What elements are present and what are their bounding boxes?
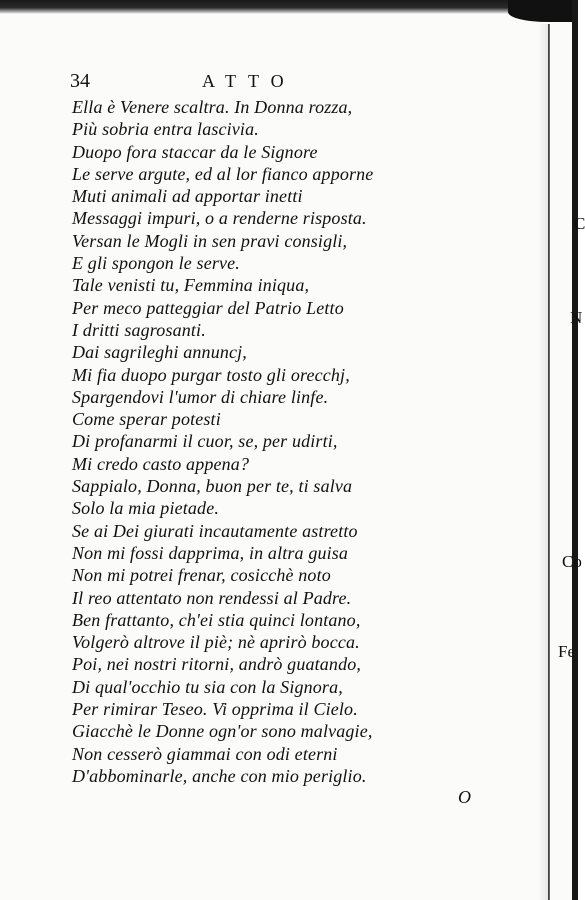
verse-line: Mi credo casto appena?	[72, 453, 250, 474]
verse-line: Solo la mia pietade.	[72, 498, 219, 519]
verse-line: Tale venisti tu, Femmina iniqua,	[72, 275, 310, 296]
verse-line: Muti animali ad apportar inetti	[72, 186, 303, 207]
verse-line: Per meco patteggiar del Patrio Letto	[72, 297, 344, 318]
facing-page-fragment: Co	[562, 552, 582, 571]
verse-line: Sappialo, Donna, buon per te, ti salva	[72, 476, 353, 497]
page-number: 34	[70, 70, 90, 92]
verse-line: I dritti sagrosanti.	[72, 319, 206, 340]
book-gutter-line	[548, 24, 550, 900]
facing-page-fragment: C	[574, 214, 585, 233]
verse-line: Di profanarmi il cuor, se, per udirti,	[72, 431, 338, 452]
verse-line: Il reo attentato non rendessi al Padre.	[72, 587, 352, 608]
verse-line: Come sperar potesti	[72, 409, 221, 430]
verse-line: D'abbominarle, anche con mio periglio.	[72, 765, 367, 786]
gutter-shadow	[538, 24, 548, 900]
verse-text	[72, 96, 412, 787]
facing-page-fragment: N	[570, 308, 583, 327]
verse-line: Mi fia duopo purgar tosto gli orecchj,	[72, 364, 350, 385]
verse-line: Messaggi impuri, o a renderne risposta.	[72, 208, 367, 229]
facing-page-fragment: Fe	[558, 642, 575, 661]
verse-line: Poi, nei nostri ritorni, andrò guatando,	[72, 654, 362, 675]
verse-line: Più sobria entra lascivia.	[72, 119, 259, 140]
verse-line: Le serve argute, ed al lor fianco apporne	[72, 163, 374, 184]
verse-line: Duopo fora staccar da le Signore	[72, 141, 318, 162]
verse-line: Non mi fossi dapprima, in altra guisa	[72, 542, 349, 563]
verse-line: Ella è Venere scaltra. In Donna rozza,	[72, 97, 353, 117]
verse-line: Non cesserò giammai con odi eterni	[72, 743, 338, 764]
verse-line: Per rimirar Teseo. Vi opprima il Cielo.	[72, 699, 358, 720]
verse-line: Di qual'occhio tu sia con la Signora,	[72, 676, 343, 697]
verse-line: Giacchè le Donne ogn'or sono malvagie,	[72, 721, 373, 742]
running-head: ATTO	[202, 71, 296, 91]
verse-line: E gli spongon le serve.	[72, 253, 240, 274]
verse-line: Ben frattanto, ch'ei stia quinci lontano,	[72, 609, 361, 630]
verse-line: Volgerò altrove il piè; nè aprirò bocca.	[72, 632, 360, 653]
verse-line: Se ai Dei giurati incautamente astretto	[72, 520, 358, 541]
page-top-shadow	[0, 0, 578, 14]
verse-line: Dai sagrileghi annuncj,	[72, 342, 247, 363]
verse-line: Non mi potrei frenar, cosicchè noto	[72, 565, 331, 586]
catchword: O	[458, 787, 471, 807]
page-header	[70, 70, 410, 92]
facing-page-edge	[556, 0, 585, 900]
verse-line: Spargendovi l'umor di chiare linfe.	[72, 386, 329, 407]
verse-line: Versan le Mogli in sen pravi consigli,	[72, 230, 348, 251]
